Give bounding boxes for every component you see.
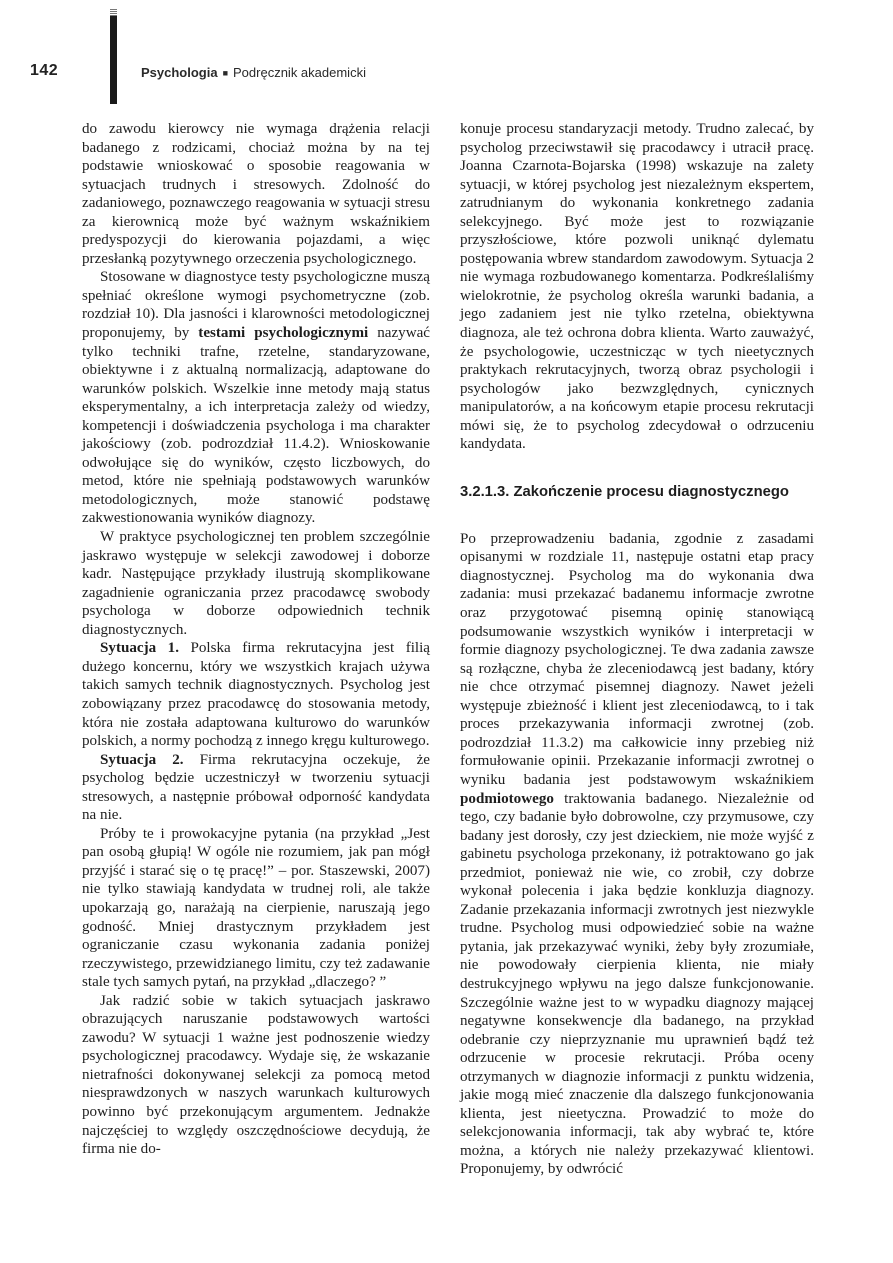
paragraph: do zawodu kierowcy nie wymaga drążenia relacji badanego z rodzicami, chociaż można by na tej podstawie wnioskować o sposobie reagowania w sytuacjach trudnych i stresowych. Zdolność do zadaniowego, poznawczego reagowania w sytuacji stresu za kierownicą może być ważnym wskaźnikiem predyspozycji do kierowania pojazdami, a więc przesłanką pozytywnego orzeczenia psychologicznego. — [82, 121, 430, 267]
term-subjective: podmiotowego — [460, 790, 554, 807]
paragraph-situation-1: Sytuacja 1. Polska firma rekrutacyjna jest filią dużego koncernu, który we wszystkich krajach używa takich samych technik diagnostycznych. Psycholog jest zobowiązany przez pracodawcę do stosowania metody, która nie została adaptowana kulturowo do warunków polskich, a normy pochodzą z innego kręgu kulturowego. — [82, 640, 430, 750]
paragraph: Stosowane w diagnostyce testy psychologiczne muszą spełniać określone wymogi psychometryczne (zob. rozdział 10). Dla jasności i klarowności metodologicznej proponujemy, by testami psychologicznymi nazywać tylko techniki trafne, rzetelne, standaryzowane, obiektywne i z aktualną normalizacją, adaptowane do warunków polskich. Wszelkie inne metody mają status eksperymentalny, a ich interpretacja zależy od wiedzy, kompetencji i doświadczenia psychologa i ma charakter jakościowy (zob. podrozdział 11.4.2). Wnioskowanie odwołujące się do wyników, często liczbowych, do metod, które nie spełniają podstawowych warunków metodologicznych, może stanowić podstawę zakwestionowania wyników diagnozy. — [82, 269, 430, 527]
header-bar — [110, 16, 117, 104]
paragraph: konuje procesu standaryzacji metody. Trudno zalecać, by psycholog przeciwstawił się pracodawcy i utracił pracę. Joanna Czarnota-Bojarska (1998) wskazuje na zalety sytuacji, w której psycholog jest niezależnym ekspertem, zatrudnianym do wykonania konkretnego zadania selekcyjnego. Być może jest to rozwiązanie przyszłościowe, które pozwoli uniknąć dylematu postępowania wbrew standardom zawodowym. Sytuacja 2 nie wymaga rozbudowanego komentarza. Podkreślaliśmy wielokrotnie, że psycholog określa warunki badania, a jego zadaniem jest nie tylko rzetelna, obiektywna diagnoza, ale też ochrona dobra klienta. Warto zauważyć, że psychologowie, uczestnicząc w tych nieetycznych praktykach rekrutacyjnych, tworzą obraz psychologii i psychologów jako bezwzględnych, cynicznych manipulatorów, a na końcowym etapie procesu rekrutacji mówi się, że to psycholog zdecydował o odrzuceniu kandydata. — [460, 121, 814, 453]
running-head — [141, 65, 366, 80]
section-heading: 3.2.1.3. Zakończenie procesu diagnostycznego — [460, 483, 789, 500]
paragraph: Jak radzić sobie w takich sytuacjach jaskrawo obrazujących naruszanie podstawowych wartości zawodu? W sytuacji 1 ważne jest podnoszenie wiedzy psychologicznej pracodawcy. Wydaje się, że wskazanie nietrafności dokonywanej selekcji za pomocą metod niesprawdzonych w naszych warunkach kulturowych powinno być przekonującym argumentem. Jednakże najczęściej to względy oszczędnościowe decydują, że firma nie do- — [82, 992, 430, 1158]
book-subtitle: Podręcznik akademicki — [233, 65, 366, 80]
header-separator: ■ — [222, 68, 229, 78]
paragraph-situation-2: Sytuacja 2. Firma rekrutacyjna oczekuje, że psycholog będzie uczestniczył w tworzeniu sytuacji stresowych, a następnie próbował odporność kandydata na nie. — [82, 751, 430, 824]
situation-1-label: Sytuacja 1. — [100, 640, 179, 657]
paragraph: Próby te i prowokacyjne pytania (na przykład „Jest pan osobą głupią! W ogóle nie rozumiem, jak pan mógł przyjść i starać się o tę pracę!” – por. Staszewski, 2007) nie tylko stawiają kandydata w trudnej roli, ale także upokarzają go, narażają na cierpienie, naruszają jego godność. Mniej drastycznym przykładem jest ograniczanie czasu wykonania zadania poniżej rzeczywistego, przewidzianego limitu, czy też zadawanie stale tych samych pytań, na przykład „dlaczego? ” — [82, 825, 430, 991]
right-column — [460, 120, 814, 1179]
paragraph: Po przeprowadzeniu badania, zgodnie z zasadami opisanymi w rozdziale 11, następuje ostatni etap pracy diagnostycznej. Psycholog ma do wykonania dwa zadania: musi przekazać badanemu informacje zwrotne oraz przygotować pisemną opinię stanowiącą podsumowanie wszystkich wyników i interpretacji w formie diagnozy psychologicznej. Te dwa zadania zawsze są rozłączne, chyba że zleceniodawcą jest badany, który nie chce otrzymać pisemnej diagnozy. Nawet jeżeli występuje zbieżność i klient jest zleceniodawcą, to i tak proces przekazywania informacji zwrotnej (zob. podrozdział 11.3.2) ma całkowicie inny przebieg niż formułowanie opinii. Przekazanie informacji zwrotnej o wyniku badania jest podstawowym wskaźnikiem podmiotowego traktowania badanego. Niezależnie od tego, czy badanie było dobrowolne, czy przymusowe, czy badany jest dorosły, czy jest dzieckiem, nie może wyjść z gabinetu psychologa przekonany, iż potraktowano go jak przedmiot, ponieważ nie wie, co zrobił, czy dobrze wykonał polecenia i jaka będzie konkluzja diagnozy. Zadanie przekazania informacji zwrotnych jest niezwykle trudne. Psycholog musi odpowiedzieć sobie na ważne pytania, jak przekazywać wyniki, żeby były zrozumiałe, nie powodowały cierpienia klienta, nie miały destrukcyjnego wpływu na jego dalsze funkcjonowanie. Szczególnie ważne jest to w wypadku diagnozy mającej negatywne konsekwencje dla badanego, na przykład odebranie czy nieprzyznanie mu uprawnień bądź też odrzucenie w procesie rekrutacji. Próba oceny otrzymanych w diagnozie informacji z punktu widzenia, jakie mogą mieć znaczenie dla dalszego funkcjonowania klienta, jest nieetyczna. Prowadzić to może do selekcjonowania informacji, tak aby wybrać te, które można, a których nie należy przekazywać klientowi. Proponujemy, by odwrócić — [460, 530, 814, 1178]
left-column — [82, 120, 430, 1159]
paragraph: W praktyce psychologicznej ten problem szczególnie jaskrawo występuje w selekcji zawodowej i doborze kadr. Następujące przykłady ilustrują skomplikowane zagadnienie ograniczania przez pracodawcę swobody psychologa w doborze odpowiednich technik diagnostycznych. — [82, 529, 430, 638]
term-psychological-tests: testami psychologicznymi — [198, 325, 369, 342]
situation-2-label: Sytuacja 2. — [100, 751, 184, 768]
page-number: 142 — [30, 62, 59, 79]
page-header — [30, 56, 630, 96]
book-title: Psychologia — [141, 65, 218, 80]
